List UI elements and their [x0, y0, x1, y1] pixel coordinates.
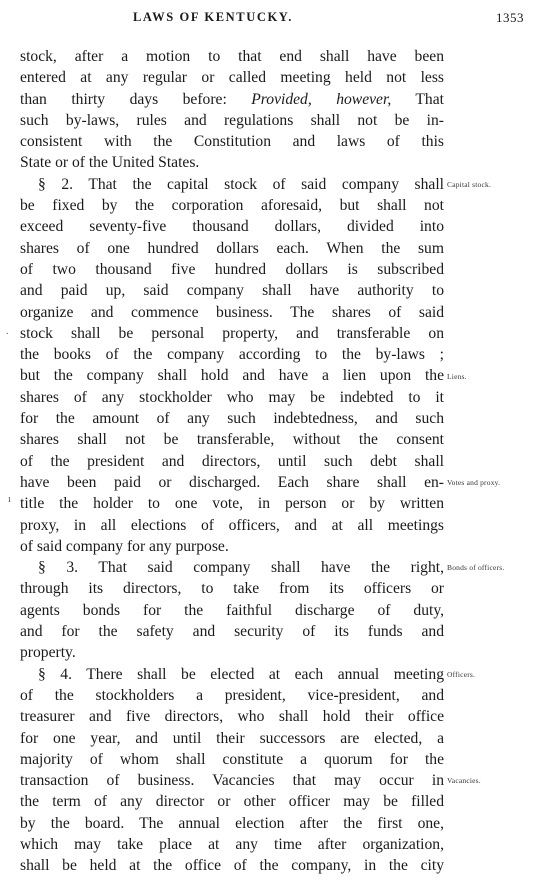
side-note: Capital stock.	[447, 179, 492, 189]
text-line: entered at any regular or called meeting held not less	[20, 69, 444, 87]
text-line: exceed seventy-five thousand dollars, divided into	[20, 218, 444, 236]
side-note: Officers.	[447, 669, 476, 679]
page-header	[0, 10, 555, 28]
text-line: and for the safety and security of its funds and	[20, 623, 444, 641]
statute-body	[20, 46, 444, 877]
text-line: which may take place at any time after organization,	[20, 835, 444, 853]
text-line: title the holder to one vote, in person or by written	[20, 495, 444, 513]
text-line: of two thousand five hundred dollars is subscribed	[20, 260, 444, 278]
text-line: transaction of business. Vacancies that may occur in	[20, 772, 444, 790]
text-line: § 4. There shall be elected at each annual meeting	[38, 665, 444, 683]
side-note: Liens.	[447, 371, 467, 381]
text-line: have been paid or discharged. Each share shall en-	[20, 473, 444, 491]
side-note: Votes and proxy.	[447, 478, 501, 487]
text-line: proxy, in all elections of officers, and at all meetings	[20, 516, 444, 534]
text-line: of said company for any purpose.	[20, 537, 229, 555]
text-line: property.	[20, 644, 76, 662]
text-line: § 3. That said company shall have the right,	[38, 559, 444, 577]
text-line: stock, after a motion to that end shall have been	[20, 48, 444, 65]
text-line: the term of any director or other officer may be filled	[20, 793, 444, 811]
text-line: State or of the United States.	[20, 154, 200, 172]
text-line: the books of the company according to the by-laws ;	[20, 346, 444, 364]
text-line: organize and commence business. The shares of said	[20, 303, 444, 321]
text-line: shall be held at the office of the company, in the city	[20, 857, 444, 875]
text-line: consistent with the Constitution and laws of this	[20, 133, 444, 151]
text-line: for one year, and until their successors are elected, a	[20, 729, 444, 747]
text-line: majority of whom shall constitute a quorum for the	[20, 750, 444, 768]
text-line: for the amount of any such indebtedness, and such	[20, 410, 444, 428]
page-number: 1353	[496, 10, 524, 25]
text-line: and paid up, said company shall have authority to	[20, 282, 444, 300]
text-line: shares of any stockholder who may be indebted to it	[20, 388, 444, 406]
text-line: shares shall not be transferable, without the consent	[20, 431, 444, 449]
text-line: by the board. The annual election after the first one,	[20, 814, 444, 832]
side-note: Bonds of officers.	[447, 563, 505, 573]
text-line: of the president and directors, until such debt shall	[20, 452, 444, 470]
margin-tick-mark: ı	[8, 494, 11, 505]
text-line: be fixed by the corporation aforesaid, but shall not	[20, 197, 444, 215]
text-line: § 2. That the capital stock of said company shall	[38, 175, 444, 193]
running-title: LAWS OF KENTUCKY.	[133, 10, 293, 24]
text-line: shares of one hundred dollars each. When the sum	[20, 239, 444, 257]
text-line: but the company shall hold and have a lien upon the	[20, 367, 444, 385]
text-line: treasurer and five directors, who shall hold their office	[20, 708, 444, 726]
text-line: of the stockholders a president, vice-president, and	[20, 686, 444, 704]
side-note: Vacancies.	[447, 776, 481, 786]
margin-dot-mark: .	[6, 326, 9, 337]
text-line: through its directors, to take from its officers or	[20, 580, 444, 598]
proviso-italic: Provided, however,	[251, 90, 392, 108]
text-line: than thirty days before: Provided, however, That	[20, 90, 444, 108]
text-line: such by-laws, rules and regulations shall not be in-	[20, 111, 444, 129]
text-line: agents bonds for the faithful discharge of duty,	[20, 601, 444, 619]
text-line: stock shall be personal property, and transferable on	[20, 324, 444, 342]
